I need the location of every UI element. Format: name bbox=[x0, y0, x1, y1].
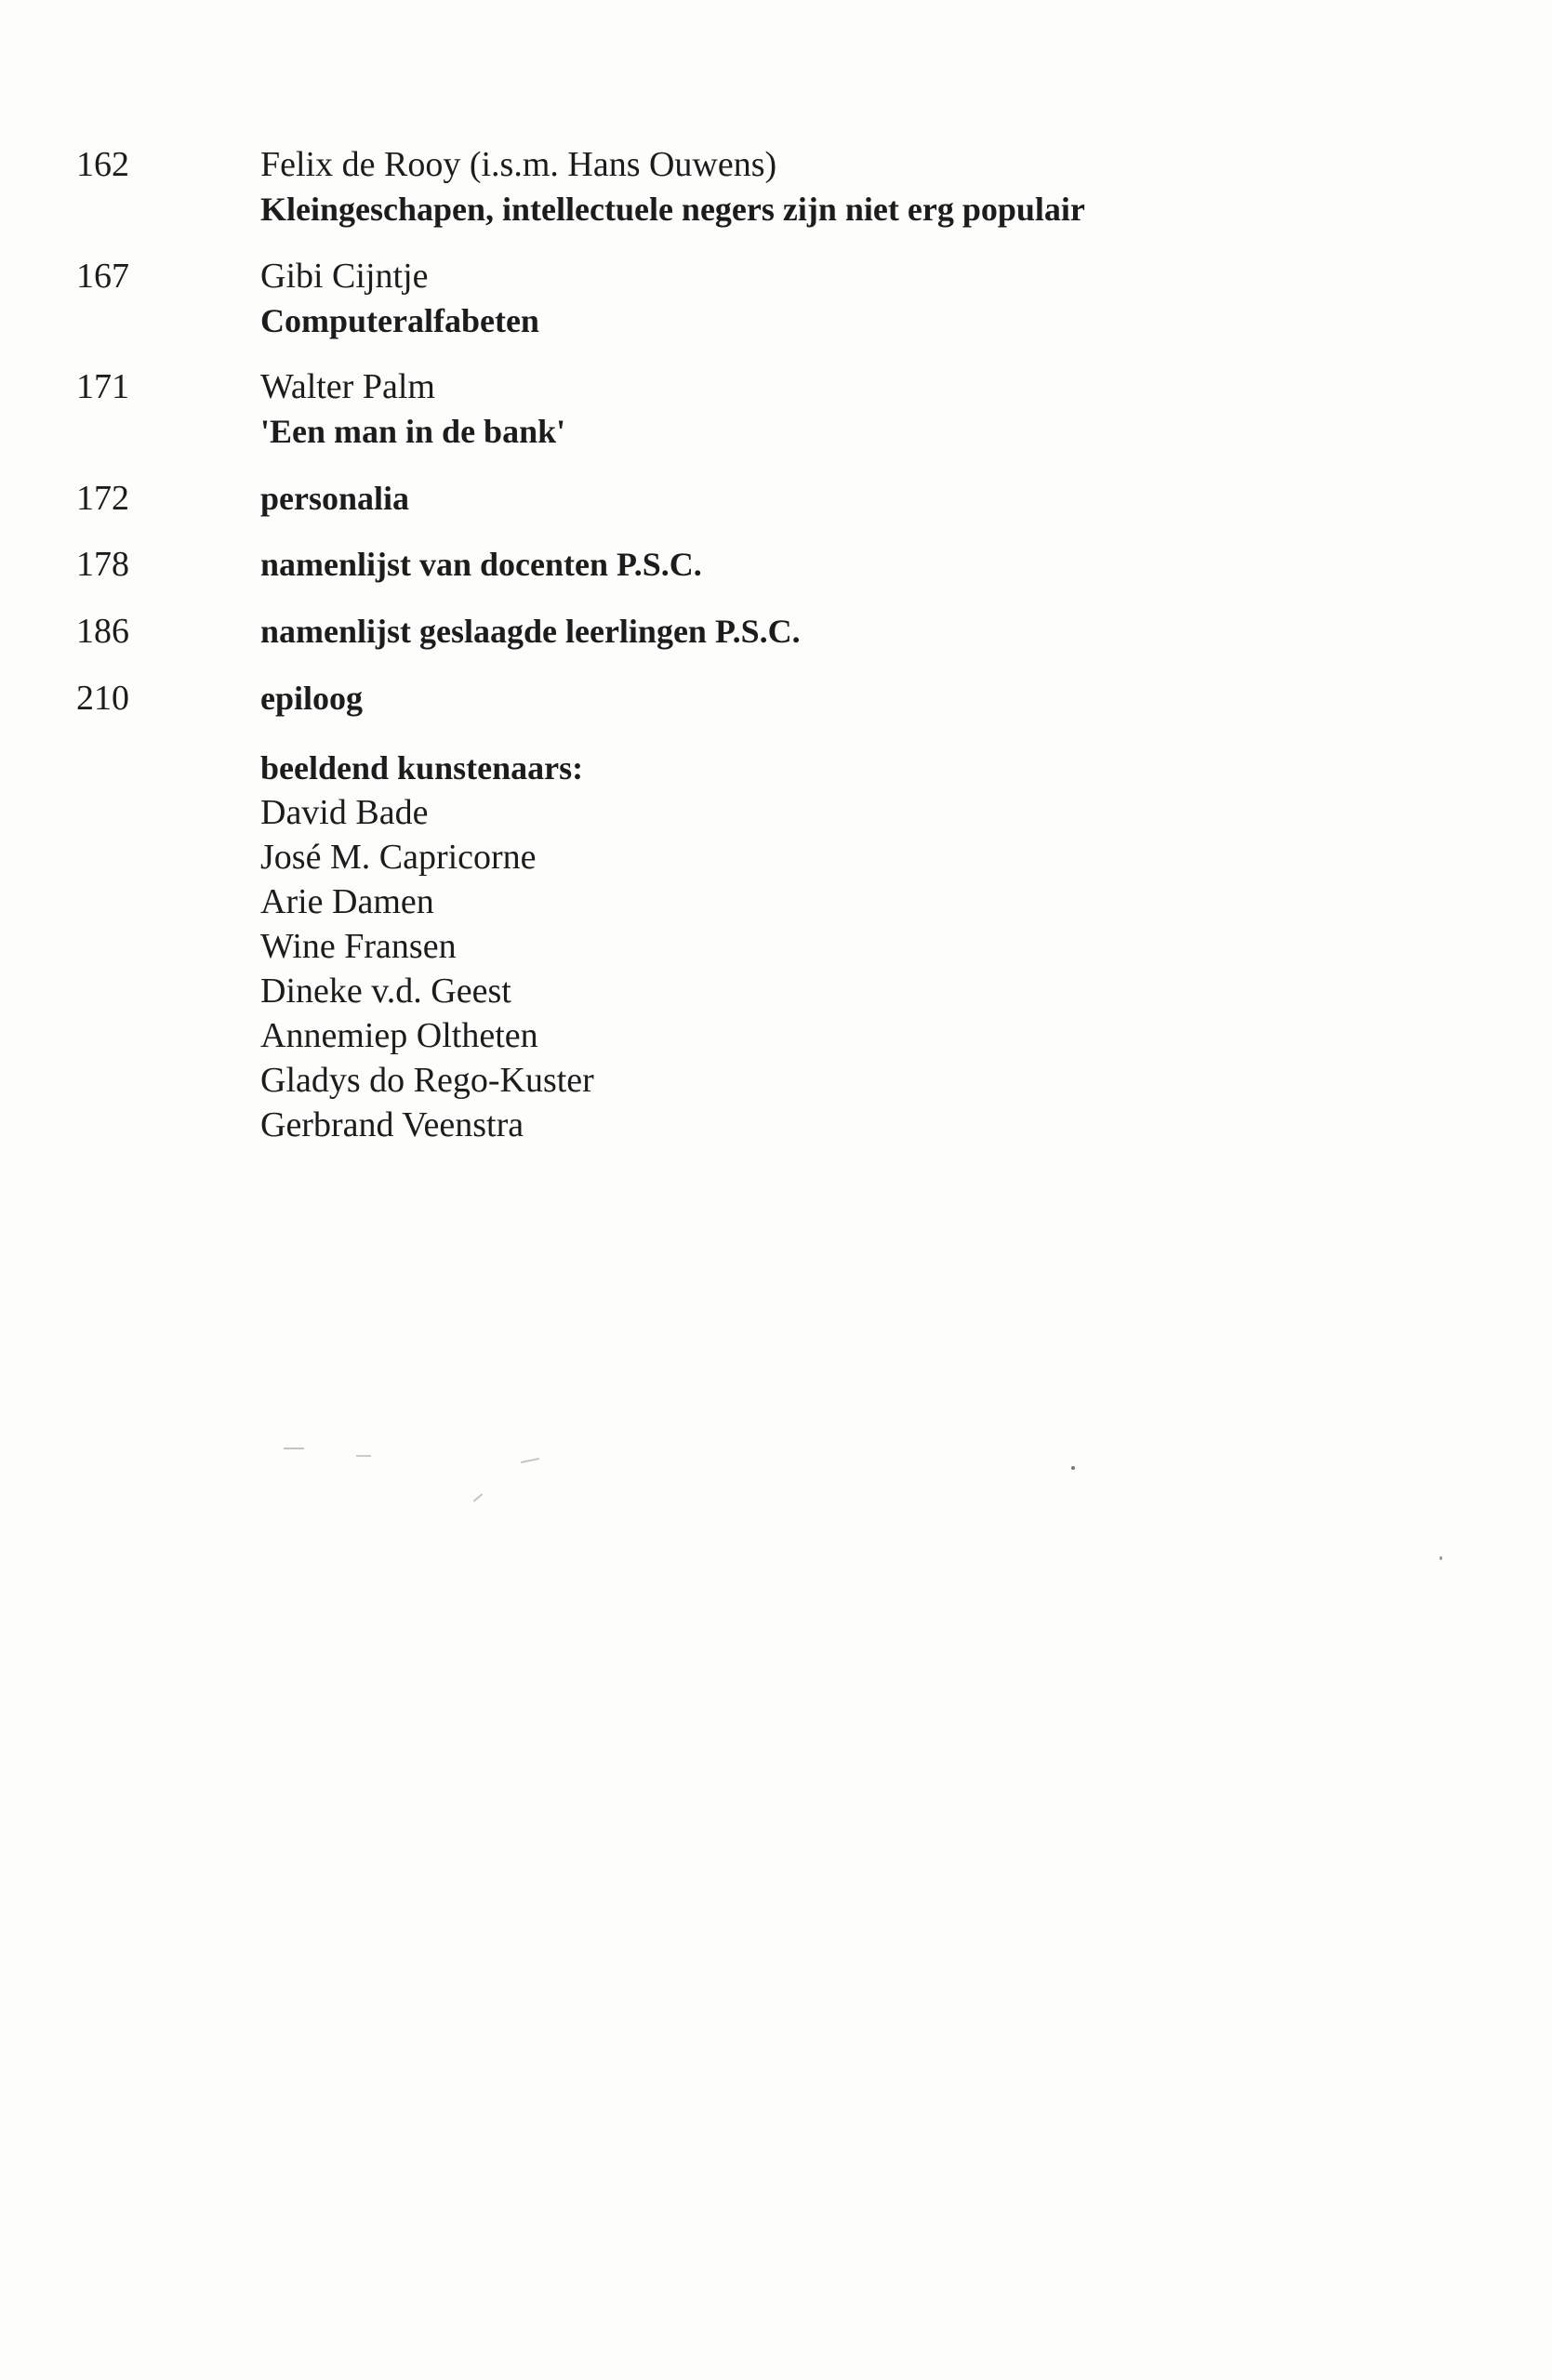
toc-page-number: 210 bbox=[76, 679, 129, 718]
toc-entry-text bbox=[260, 542, 1506, 587]
toc-entry-text bbox=[260, 142, 1506, 231]
toc-page-number: 186 bbox=[76, 612, 129, 651]
artists-list bbox=[260, 746, 1469, 1147]
scan-speck bbox=[356, 1455, 371, 1457]
toc-entry-text bbox=[260, 609, 1506, 654]
artist-name: José M. Capricorne bbox=[260, 838, 537, 877]
toc-page-number: 178 bbox=[76, 545, 129, 584]
toc-entry-text bbox=[260, 254, 1506, 343]
toc-entry-text bbox=[260, 364, 1506, 454]
toc-author: Walter Palm bbox=[260, 367, 435, 406]
scan-speck bbox=[284, 1448, 304, 1449]
artist-name: Arie Damen bbox=[260, 882, 434, 921]
scan-speck bbox=[1439, 1556, 1442, 1560]
toc-author: Gibi Cijntje bbox=[260, 257, 429, 296]
toc-title: Computeralfabeten bbox=[260, 302, 539, 339]
toc-title: namenlijst van docenten P.S.C. bbox=[260, 546, 702, 583]
artist-name: Gladys do Rego-Kuster bbox=[260, 1061, 594, 1100]
toc-title: personalia bbox=[260, 480, 410, 517]
artist-name: Gerbrand Veenstra bbox=[260, 1105, 524, 1144]
artist-name: David Bade bbox=[260, 793, 429, 832]
toc-page-number: 172 bbox=[76, 479, 129, 518]
toc-title: Kleingeschapen, intellectuele negers zijn niet erg populair bbox=[260, 191, 1085, 228]
toc-entry-text bbox=[260, 476, 1506, 521]
toc-page-number: 171 bbox=[76, 367, 129, 406]
artist-name: Dineke v.d. Geest bbox=[260, 972, 511, 1011]
toc-page-number: 167 bbox=[76, 257, 129, 296]
toc-title: epiloog bbox=[260, 680, 364, 717]
toc-title: namenlijst geslaagde leerlingen P.S.C. bbox=[260, 613, 801, 650]
toc-author: Felix de Rooy (i.s.m. Hans Ouwens) bbox=[260, 145, 777, 184]
scan-speck bbox=[521, 1458, 539, 1463]
toc-entry-text bbox=[260, 676, 1506, 721]
toc-title: 'Een man in de bank' bbox=[260, 413, 566, 450]
scan-speck bbox=[473, 1493, 483, 1501]
artist-name: Wine Fransen bbox=[260, 927, 457, 966]
scan-speck bbox=[1071, 1466, 1075, 1470]
toc-page-number: 162 bbox=[76, 145, 129, 184]
artists-heading: beeldend kunstenaars: bbox=[260, 749, 584, 787]
artist-name: Annemiep Oltheten bbox=[260, 1016, 538, 1055]
